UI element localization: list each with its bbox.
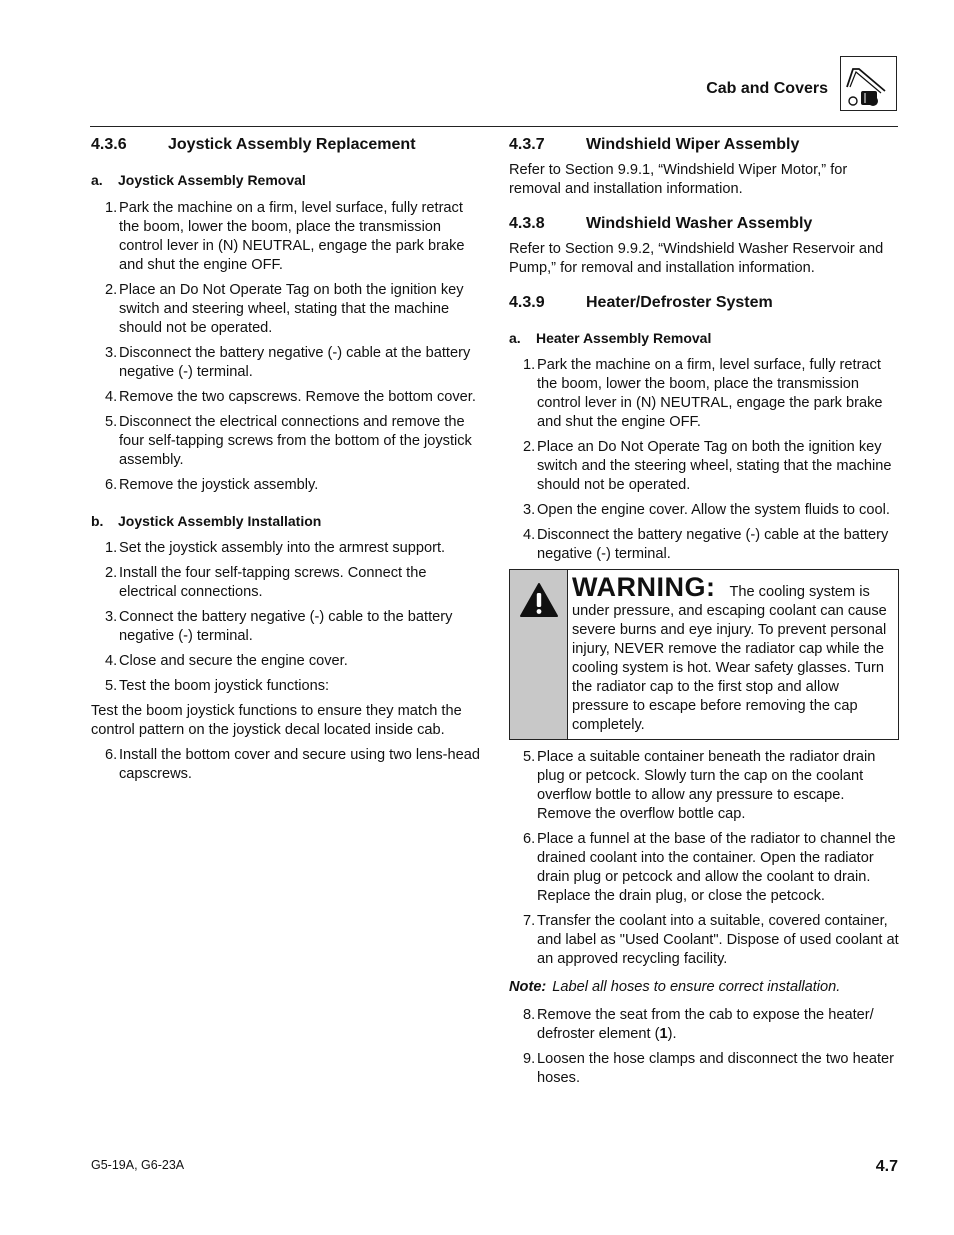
list-item: 3. Connect the battery negative (-) cable to the battery negative (-) terminal. [105, 609, 453, 644]
note-text: Label all hoses to ensure correct installation. [552, 979, 841, 995]
section-heading-4-3-8 [509, 213, 899, 235]
footer-models: G5-19A, G6-23A [91, 1158, 185, 1172]
header-rule [90, 126, 898, 127]
left-column [91, 134, 481, 784]
warning-message [568, 570, 898, 739]
section-heading-4-3-9 [509, 292, 899, 314]
section-title: Joystick Assembly Replacement [168, 136, 416, 153]
subsection-letter: b. [91, 513, 104, 529]
section-heading-4-3-7 [509, 134, 899, 156]
list-item: 6. Place a funnel at the base of the radiator to channel the drained coolant into the container. Open the radiator drain plug or petcock and allow the coolant to drain. Replace the drain plug, or close the petcock. [523, 831, 896, 904]
warning-text: The cooling system is under pressure, and escaping coolant can cause severe burns and eye injury. To prevent personal injury, NEVER remove the radiator cap while the cooling system is hot. Wear safety glasses. Turn the radiator cap to the first stop and allow pressure to escape before removing the cap completely. [572, 584, 887, 733]
list-item: 7. Transfer the coolant into a suitable, covered container, and label as "Used Coolant". Dispose of used coolant at an approved recycling facility. [523, 913, 899, 967]
list-item: 1. Park the machine on a firm, level surface, fully retract the boom, lower the boom, place the transmission control lever in (N) NEUTRAL, engage the park brake and shut the engine OFF. [523, 357, 883, 430]
page-number: 4.7 [875, 1158, 898, 1175]
subsection-heading-installation [91, 511, 481, 531]
section-number: 4.3.6 [91, 136, 127, 153]
subsection-letter: a. [509, 330, 521, 346]
list-item: 5. Test the boom joystick functions: [105, 678, 330, 694]
list-item: 1. Park the machine on a firm, level surface, fully retract the boom, lower the boom, place the transmission control lever in (N) NEUTRAL, engage the park brake and shut the engine OFF. [105, 200, 465, 273]
subsection-letter: a. [91, 172, 103, 188]
list-item: 4. Close and secure the engine cover. [105, 653, 348, 669]
list-item: 3. Disconnect the battery negative (-) cable at the battery negative (-) terminal. [105, 345, 471, 380]
section-number: 4.3.8 [509, 215, 545, 232]
list-item: 5. Place a suitable container beneath the radiator drain plug or petcock. Slowly turn the cap on the coolant overflow bottle to allow any pressure to escape. Remove the overflow bottle cap. [523, 749, 876, 822]
heater-removal-steps-cont [509, 748, 899, 969]
warning-word: WARNING: [572, 572, 716, 602]
list-item: 6. Install the bottom cover and secure using two lens-head capscrews. [105, 747, 480, 782]
section-number: 4.3.9 [509, 294, 545, 311]
section-title: Windshield Washer Assembly [586, 215, 813, 232]
subsection-heading-heater-removal [509, 328, 899, 348]
subsection-title: Joystick Assembly Installation [118, 513, 322, 529]
list-item: 8. Remove the seat from the cab to expose the heater/ defroster element (1). [523, 1007, 874, 1042]
section-title: Windshield Wiper Assembly [586, 136, 800, 153]
joystick-removal-steps [91, 199, 481, 495]
list-item: 4. Disconnect the battery negative (-) cable at the battery negative (-) terminal. [523, 527, 889, 562]
list-item: 2. Place an Do Not Operate Tag on both the ignition key switch and the steering wheel, stating that the machine should not be operated. [523, 439, 892, 493]
list-item: 3. Open the engine cover. Allow the system fluids to cool. [523, 502, 890, 518]
warning-side-panel [510, 570, 568, 739]
section-heading-4-3-6 [91, 134, 481, 156]
section-title: Heater/Defroster System [586, 294, 773, 311]
list-item: 4. Remove the two capscrews. Remove the bottom cover. [105, 389, 476, 405]
joystick-install-steps-cont [91, 746, 481, 784]
section-number: 4.3.7 [509, 136, 545, 153]
right-column [509, 134, 899, 1088]
figure-reference: 1 [659, 1026, 668, 1042]
header-title: Cab and Covers [706, 80, 828, 97]
washer-reference-text: Refer to Section 9.9.2, “Windshield Washer Reservoir and Pump,” for removal and installation information. [509, 241, 884, 276]
subsection-title: Joystick Assembly Removal [118, 172, 306, 188]
warning-box [509, 569, 899, 740]
list-item: 2. Place an Do Not Operate Tag on both the ignition key switch and steering wheel, stating that the machine should not be operated. [105, 282, 464, 336]
note-label: Note: [509, 979, 547, 995]
warning-triangle-icon [519, 582, 559, 618]
subsection-heading-removal [91, 170, 481, 190]
heater-removal-steps [509, 356, 899, 564]
note [509, 978, 899, 997]
joystick-install-steps [91, 539, 481, 696]
heater-removal-steps-end [509, 1006, 899, 1088]
list-item: 2. Install the four self-tapping screws. Connect the electrical connections. [105, 565, 427, 600]
list-item: 9. Loosen the hose clamps and disconnect the two heater hoses. [523, 1051, 894, 1086]
test-paragraph: Test the boom joystick functions to ensure they match the control pattern on the joystick decal located inside cab. [91, 703, 462, 738]
subsection-title: Heater Assembly Removal [536, 330, 712, 346]
list-item: 5. Disconnect the electrical connections and remove the four self-tapping screws from the bottom of the joystick assembly. [105, 414, 472, 468]
list-item: 1. Set the joystick assembly into the armrest support. [105, 540, 446, 556]
list-item: 6. Remove the joystick assembly. [105, 477, 319, 493]
wiper-reference-text: Refer to Section 9.9.1, “Windshield Wiper Motor,” for removal and installation information. [509, 162, 848, 197]
telehandler-logo-icon [840, 56, 897, 111]
